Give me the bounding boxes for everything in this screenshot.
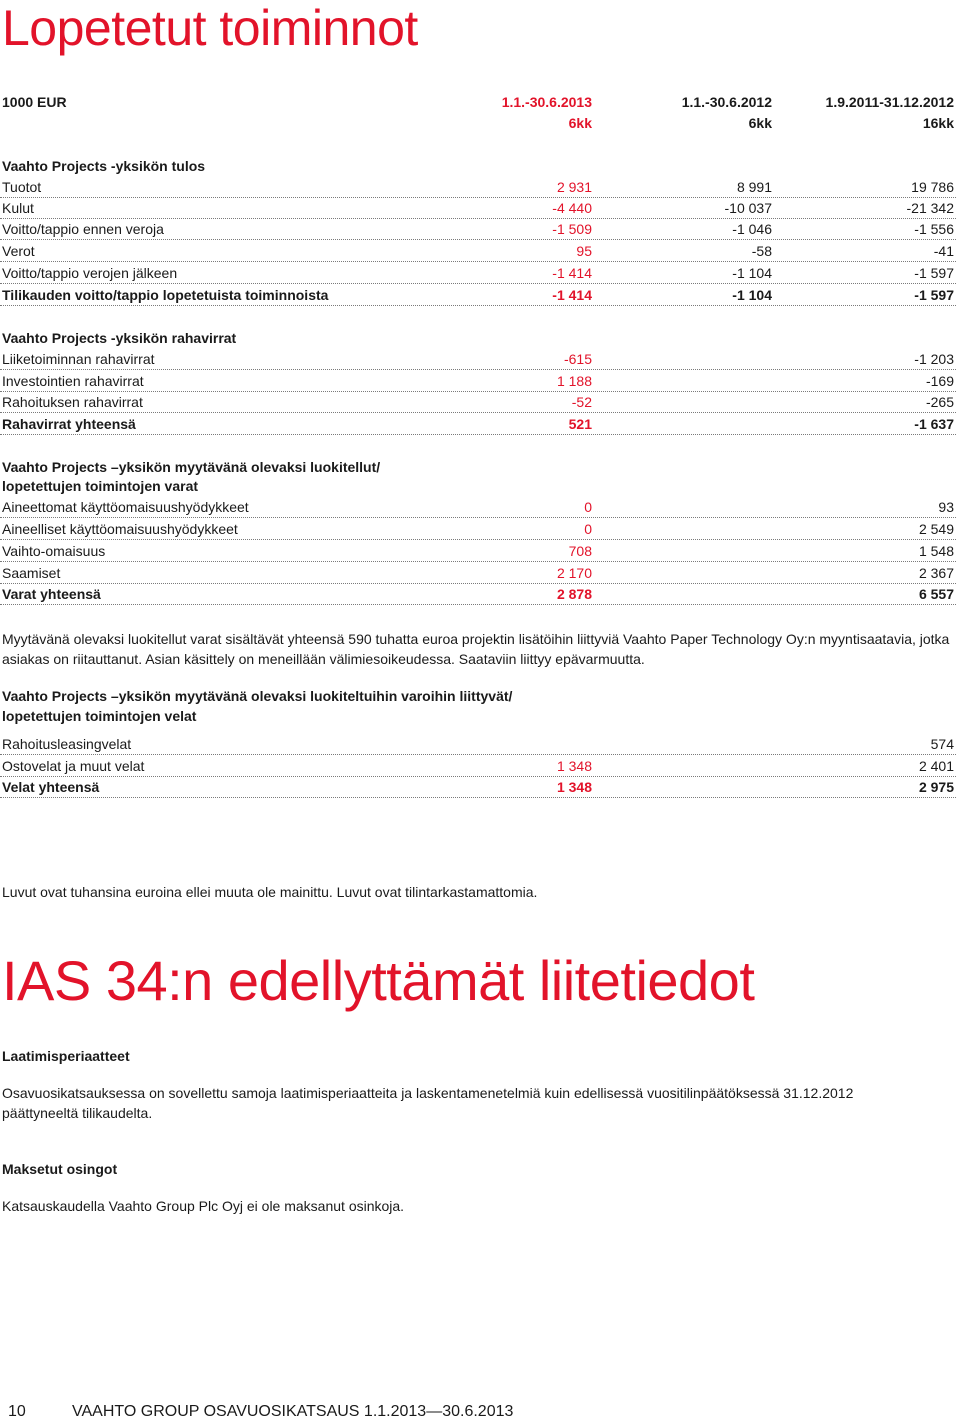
table-row-total — [0, 584, 956, 605]
cell-16kk: -1 556 — [914, 221, 954, 237]
table-row — [0, 263, 956, 284]
table-row — [0, 177, 956, 198]
cell-16kk: -41 — [933, 243, 954, 259]
row-label: Rahoituksen rahavirrat — [2, 394, 143, 410]
cell-16kk: 2 367 — [918, 565, 954, 581]
table-row-total — [0, 285, 956, 306]
table-row — [0, 349, 956, 370]
cell-16kk: -21 342 — [906, 200, 954, 216]
col2-subheader: 6kk — [748, 115, 772, 131]
footer-text: VAAHTO GROUP OSAVUOSIKATSAUS 1.1.2013—30.6.2013 — [72, 1403, 514, 1420]
cell-16kk: -1 597 — [914, 287, 954, 303]
col1-subheader: 6kk — [568, 115, 592, 131]
cell-16kk: 2 549 — [918, 521, 954, 537]
cell-16kk: 574 — [930, 736, 954, 752]
table-row-total — [0, 777, 956, 798]
cell-2013: 0 — [584, 521, 592, 537]
row-label: Ostovelat ja muut velat — [2, 758, 145, 774]
row-label: Kulut — [2, 200, 34, 216]
table-row — [0, 563, 956, 584]
row-label: Aineettomat käyttöomaisuushyödykkeet — [2, 499, 249, 515]
osingot-text: Katsauskaudella Vaahto Group Plc Oyj ei ole maksanut osinkoja. — [2, 1198, 405, 1214]
table-row — [0, 392, 956, 413]
cell-2013: 708 — [568, 543, 592, 559]
cell-2013: 1 348 — [556, 779, 592, 795]
page-footer — [8, 1402, 513, 1422]
osingot-heading: Maksetut osingot — [2, 1161, 118, 1177]
cell-2012: -1 104 — [732, 287, 772, 303]
unit-label: 1000 EUR — [2, 94, 67, 110]
cell-16kk: 2 975 — [918, 779, 954, 795]
table-row — [0, 241, 956, 262]
table-row — [0, 497, 956, 518]
cell-2012: -1 104 — [732, 265, 772, 281]
cell-2013: 2 170 — [556, 565, 592, 581]
row-label: Voitto/tappio ennen veroja — [2, 221, 164, 237]
table-row — [0, 198, 956, 219]
cell-2013: 2 931 — [556, 179, 592, 195]
cell-2013: 2 878 — [556, 586, 592, 602]
cell-16kk: -1 597 — [914, 265, 954, 281]
page-number: 10 — [8, 1403, 26, 1420]
row-label: Velat yhteensä — [2, 779, 100, 795]
row-label: Investointien rahavirrat — [2, 373, 144, 389]
table-row — [0, 371, 956, 392]
table-row-total — [0, 414, 956, 435]
cell-2012: -10 037 — [724, 200, 772, 216]
cell-2013: 0 — [584, 499, 592, 515]
row-label: Verot — [2, 243, 35, 259]
page-title: Lopetetut toiminnot — [2, 0, 418, 56]
col2-header: 1.1.-30.6.2012 — [681, 94, 772, 110]
cell-2013: -1 414 — [552, 287, 592, 303]
table-row — [0, 734, 956, 755]
row-label: Aineelliset käyttöomaisuushyödykkeet — [2, 521, 238, 537]
varat-heading-line1: Vaahto Projects –yksikön myytävänä olevaksi luokitellut/ — [2, 459, 381, 475]
row-label: Varat yhteensä — [2, 586, 101, 602]
row-label: Voitto/tappio verojen jälkeen — [2, 265, 178, 281]
cell-16kk: 2 401 — [918, 758, 954, 774]
cell-2012: -1 046 — [732, 221, 772, 237]
cell-2013: -1 509 — [552, 221, 592, 237]
cell-2013: -615 — [563, 351, 592, 367]
varat-note: Myytävänä olevaksi luokitellut varat sisältävät yhteensä 590 tuhatta euroa projektin lisätöihin liittyviä Vaahto Paper Technology Oy:n myyntisaatavia, jotka asiakas on riitauttanut. Asian käsittely on meneillään välimiesoikeudessa. Saataviin liittyy epävarmuutta. — [2, 631, 950, 667]
table-row — [0, 756, 956, 777]
row-label: Liiketoiminnan rahavirrat — [2, 351, 155, 367]
cell-16kk: 19 786 — [911, 179, 954, 195]
cell-2012: 8 991 — [736, 179, 772, 195]
ias-title: IAS 34:n edellyttämät liitetiedot — [2, 949, 755, 1012]
cell-2013: -52 — [571, 394, 592, 410]
col1-header: 1.1.-30.6.2013 — [501, 94, 592, 110]
row-label: Vaihto-omaisuus — [2, 543, 106, 559]
laatimisperiaatteet-heading: Laatimisperiaatteet — [2, 1048, 130, 1064]
cell-16kk: 6 557 — [918, 586, 954, 602]
row-label: Rahoitusleasingvelat — [2, 736, 132, 752]
varat-heading-line2: lopetettujen toimintojen varat — [2, 478, 199, 494]
velat-heading-line1: Vaahto Projects –yksikön myytävänä olevaksi luokiteltuihin varoihin liittyvät/ — [2, 688, 513, 704]
cell-2013: 95 — [576, 243, 592, 259]
cell-2013: 1 348 — [556, 758, 592, 774]
row-label: Tuotot — [2, 179, 42, 195]
laatimisperiaatteet-text: Osavuosikatsauksessa on sovellettu samoja laatimisperiaatteita ja laskentamenetelmiä kuin edellisessä vuositilinpäätöksessä 31.12.2012 päättyneeltä tilikaudelta. — [2, 1085, 854, 1121]
cell-2013: -1 414 — [552, 265, 592, 281]
cell-16kk: -1 203 — [914, 351, 954, 367]
cell-16kk: -1 637 — [914, 416, 954, 432]
cell-16kk: -265 — [925, 394, 954, 410]
table-row — [0, 541, 956, 562]
col3-header: 1.9.2011-31.12.2012 — [825, 94, 954, 110]
row-label: Rahavirrat yhteensä — [2, 416, 136, 432]
velat-heading-line2: lopetettujen toimintojen velat — [2, 708, 197, 724]
units-note: Luvut ovat tuhansina euroina ellei muuta ole mainittu. Luvut ovat tilintarkastamattomia. — [2, 884, 538, 900]
cell-16kk: 1 548 — [918, 543, 954, 559]
column-subheader-row — [0, 113, 956, 133]
cell-16kk: -169 — [925, 373, 954, 389]
cell-2012: -58 — [751, 243, 772, 259]
tulos-heading: Vaahto Projects -yksikön tulos — [2, 158, 206, 174]
cell-2013: 1 188 — [556, 373, 592, 389]
cell-16kk: 93 — [938, 499, 954, 515]
row-label: Saamiset — [2, 565, 61, 581]
cell-2013: 521 — [568, 416, 592, 432]
row-label: Tilikauden voitto/tappio lopetetuista toiminnoista — [2, 287, 329, 303]
col3-subheader: 16kk — [922, 115, 954, 131]
rahavirrat-heading: Vaahto Projects -yksikön rahavirrat — [2, 330, 237, 346]
table-row — [0, 519, 956, 540]
cell-2013: -4 440 — [552, 200, 592, 216]
table-row — [0, 219, 956, 240]
column-header-row — [0, 92, 956, 112]
